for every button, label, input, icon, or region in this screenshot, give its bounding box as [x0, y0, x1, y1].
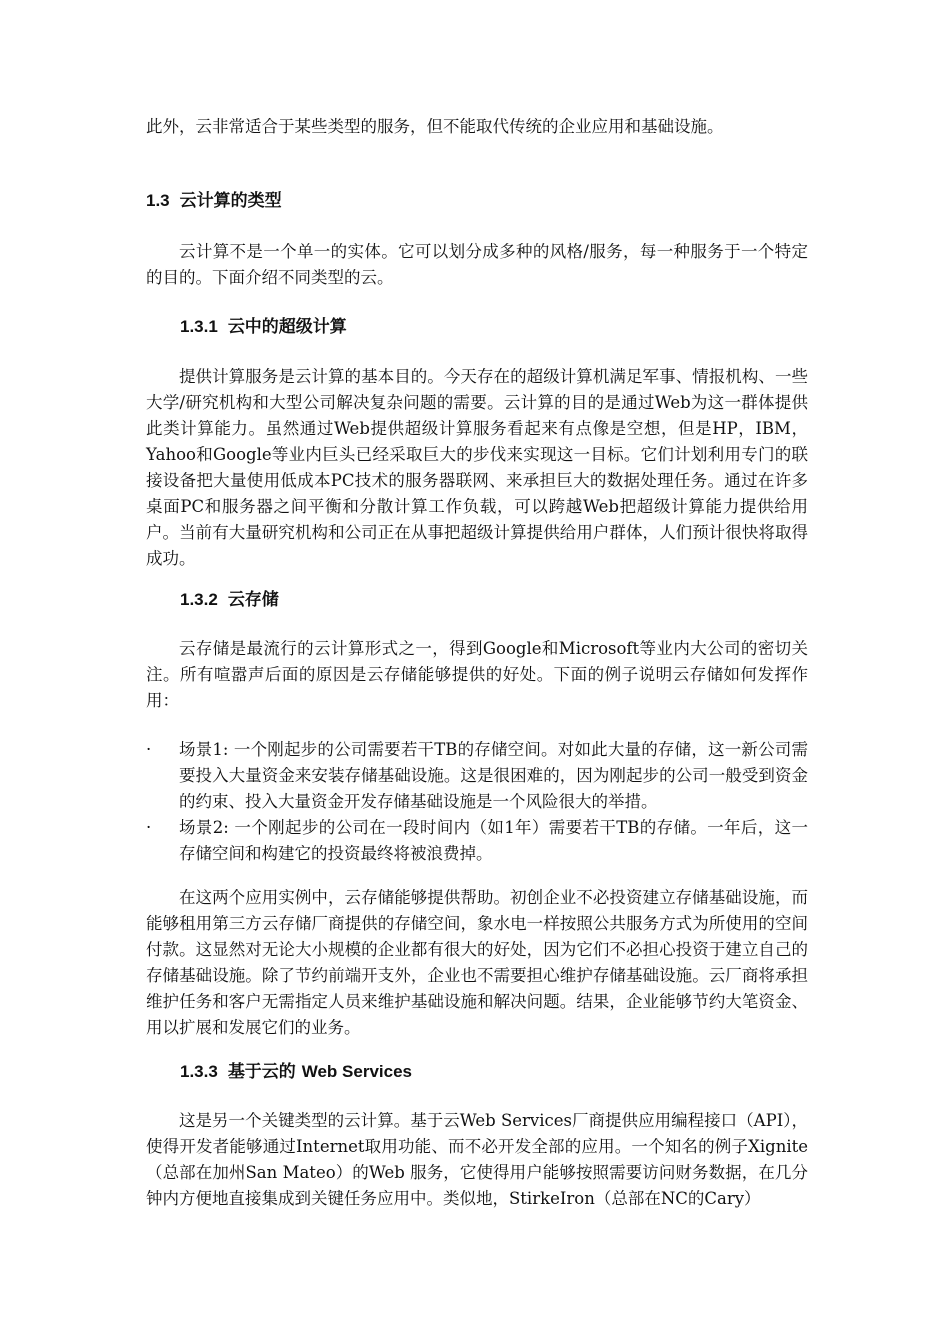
section-number: 1.3.1 — [180, 317, 218, 336]
section-heading-1-3-1 — [180, 314, 347, 340]
section-title: 云中的超级计算 — [227, 317, 347, 337]
list-item-text: 场景2: 一个刚起步的公司在一段时间内（如1年）需要若干TB的存储。一年后，这一存储空间和构建它的投资最终将被浪费掉。 — [179, 818, 808, 863]
section-title-prefix: 基于云的 — [227, 1062, 296, 1082]
list-item — [146, 815, 808, 867]
list-item — [146, 737, 808, 815]
section-1-3-3-paragraph: 这是另一个关键类型的云计算。基于云Web Services厂商提供应用编程接口（API），使得开发者能够通过Internet取用功能、而不必开发全部的应用。一个知名的例子Xignite（总部在加州San Mateo）的Web 服务，它使得用户能够按照需要访问财务数据，在几分钟内方便地直接集成到关键任务应用中。类似地，StirkeIron（总部在NC的Cary） — [146, 1111, 808, 1208]
list-item-text: 场景1: 一个刚起步的公司需要若干TB的存储空间。对如此大量的存储，这一新公司需要投入大量资金来安装存储基础设施。这是很困难的，因为刚起步的公司一般受到资金的约束、投入大量资金开发存储基础设施是一个风险很大的举措。 — [179, 740, 808, 811]
bullet-icon: · — [146, 740, 152, 759]
section-heading-1-3-2 — [180, 587, 279, 613]
bullet-icon: · — [146, 818, 152, 837]
section-heading-1-3 — [146, 188, 282, 214]
section-1-3-1-paragraph: 提供计算服务是云计算的基本目的。今天存在的超级计算机满足军事、情报机构、一些大学/研究机构和大型公司解决复杂问题的需要。云计算的目的是通过Web为这一群体提供此类计算能力。虽然通过Web提供超级计算服务看起来有点像是空想，但是HP，IBM，Yahoo和Google等业内巨头已经采取巨大的步伐来实现这一目标。它们计划利用专门的联接设备把大量使用低成本PC技术的服务器联网、来承担巨大的数据处理任务。通过在许多桌面PC和服务器之间平衡和分散计算工作负载，可以跨越Web把超级计算能力提供给用户。当前有大量研究机构和公司正在从事把超级计算提供给用户群体，人们预计很快将取得成功。 — [146, 367, 808, 568]
section-number: 1.3.3 — [180, 1062, 218, 1081]
section-title-bold: Web Services — [301, 1062, 412, 1081]
section-1-3-2-paragraph: 云存储是最流行的云计算形式之一，得到Google和Microsoft等业内大公司的密切关注。所有喧嚣声后面的原因是云存储能够提供的好处。下面的例子说明云存储如何发挥作用： — [146, 639, 808, 710]
section-number: 1.3 — [146, 191, 170, 210]
section-1-3-paragraph: 云计算不是一个单一的实体。它可以划分成多种的风格/服务，每一种服务于一个特定的目的。下面介绍不同类型的云。 — [146, 242, 808, 287]
scenario-list — [146, 737, 808, 867]
section-number: 1.3.2 — [180, 590, 218, 609]
intro-paragraph: 此外，云非常适合于某些类型的服务，但不能取代传统的企业应用和基础设施。 — [146, 117, 724, 136]
section-1-3-2-paragraph-2: 在这两个应用实例中，云存储能够提供帮助。初创企业不必投资建立存储基础设施，而能够租用第三方云存储厂商提供的存储空间，象水电一样按照公共服务方式为所使用的空间付款。这显然对无论大小规模的企业都有很大的好处，因为它们不必担心投资于建立自己的存储基础设施。除了节约前端开支外，企业也不需要担心维护存储基础设施。云厂商将承担维护任务和客户无需指定人员来维护基础设施和解决问题。结果，企业能够节约大笔资金、用以扩展和发展它们的业务。 — [146, 888, 808, 1037]
section-title: 云存储 — [227, 590, 279, 610]
section-heading-1-3-3 — [180, 1059, 412, 1085]
section-title: 云计算的类型 — [179, 191, 282, 211]
